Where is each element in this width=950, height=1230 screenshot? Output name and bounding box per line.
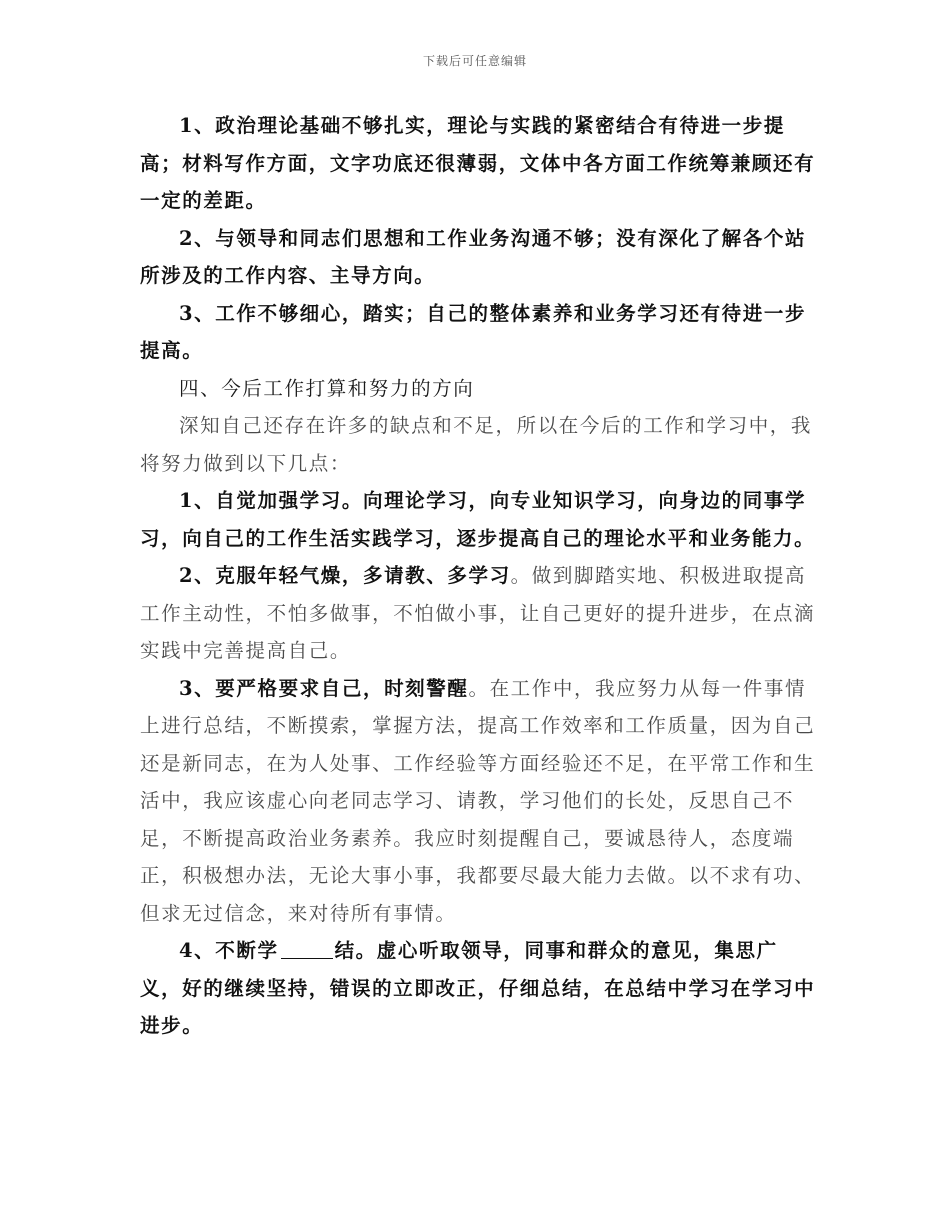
plan-4-rest: 结。虚心听取领导，同事和群众的意见，集思广义，好的继续坚持，错误的立即改正，仔细总结，在总结中学习在学习中进步。 [140, 939, 816, 1037]
paragraph-plan-3 [140, 670, 818, 933]
plan-2-body: 。做到脚踏实地、积极进取提高工作主动性，不怕多做事，不怕做小事，让自己更好的提升进步，在点滴实践中完善提高自己。 [140, 564, 816, 662]
paragraph-intro: 深知自己还存在许多的缺点和不足，所以在今后的工作和学习中，我将努力做到以下几点： [140, 414, 813, 475]
plan-3-heading: 3、要严格要求自己，时刻警醒 [179, 676, 469, 700]
section-heading-plans: 四、今后工作打算和努力的方向 [179, 376, 475, 400]
paragraph-plan-4 [140, 932, 818, 1045]
plan-2-heading: 2、克服年轻气燥，多请教、多学习 [179, 564, 511, 587]
paragraph-problem-3: 3、工作不够细心，踏实；自己的整体素养和业务学习还有待进一步提高。 [140, 301, 807, 362]
paragraph-problem-1: 1、政治理论基础不够扎实，理论与实践的紧密结合有待进一步提高；材料写作方面，文字功底还很薄弱，文体中各方面工作统筹兼顾还有一定的差距。 [140, 114, 816, 212]
paragraph-problem-2: 2、与领导和同志们思想和工作业务沟通不够；没有深化了解各个站所涉及的工作内容、主导方向。 [140, 226, 807, 287]
blank-underline [281, 957, 333, 959]
paragraph-plan-2 [140, 557, 818, 670]
page-header: 下载后可任意编辑 [422, 54, 527, 68]
plan-3-body: 。在工作中，我应努力从每一件事情上进行总结，不断摸索，掌握方法，提高工作效率和工作质量，因为自己还是新同志，在为人处事、工作经验等方面经验还不足，在平常工作和生活中，我应该虚心向老同志学习、请教，学习他们的长处，反思自己不足，不断提高政治业务素养。我应时刻提醒自己，要诚恳待人，态度端正，积极想办法，无论大事小事，我都要尽最大能力去做。以不求有功、但求无过信念，来对待所有事情。 [140, 676, 816, 925]
document-body [140, 107, 818, 1045]
paragraph-plan-1: 1、自觉加强学习。向理论学习，向专业知识学习，向身边的同事学习，向自己的工作生活实践学习，逐步提高自己的理论水平和业务能力。 [140, 489, 816, 550]
plan-4-start: 4、不断学 [179, 939, 279, 962]
